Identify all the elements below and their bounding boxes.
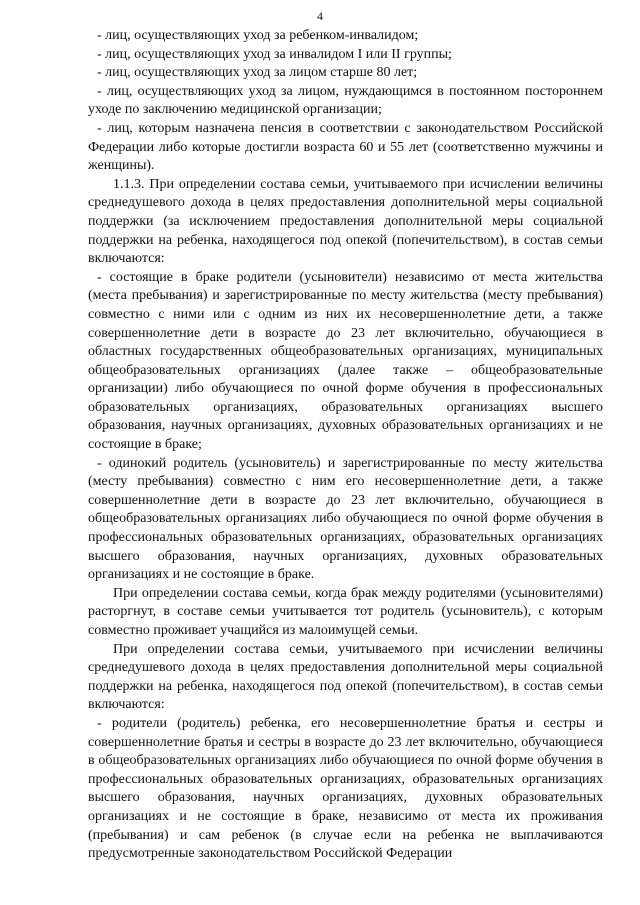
paragraph-guardianship: При определении состава семьи, учитываемого при исчислении величины среднедушевого дохода в целях предоставления дополнительной меры социальной поддержки на ребенка, находящегося под опекой (попечительством), в состав семьи включаются:	[88, 641, 603, 713]
list-item-single-parent: - одинокий родитель (усыновитель) и зарегистрированные по месту жительства (месту пребывания) совместно с ним его несовершеннолетние дети, а также совершеннолетние дети в возрасте до 23 лет включительно, обучающиеся в общеобразовательных организациях либо обучающиеся по очной форме обучения в профессиональных образовательных организациях, образовательных организациях высшего образования, научных организациях, духовных образовательных организациях и не состоящие в браке.	[88, 455, 603, 583]
list-item-permanent-care: - лиц, осуществляющих уход за лицом, нуждающимся в постоянном постороннем уходе по заключению медицинской организации;	[88, 83, 603, 118]
list-item-child-disabled-care: - лиц, осуществляющих уход за ребенком-инвалидом;	[97, 28, 419, 43]
list-item-pensioners: - лиц, которым назначена пенсия в соответствии с законодательством Российской Федерации либо которые достигли возраста 60 и 55 лет (соответственно мужчины и женщины).	[88, 120, 603, 174]
clause-1-1-3: 1.1.3. При определении состава семьи, учитываемого при исчислении величины среднедушевого дохода в целях предоставления дополнительной меры социальной поддержки (за исключением предоставления дополнительной меры социальной поддержки на ребенка, находящегося под опекой (попечительством), в состав семьи включаются:	[88, 176, 603, 267]
list-item-disabled-group-care: - лиц, осуществляющих уход за инвалидом I или II группы;	[97, 46, 452, 62]
list-item-married-parents: - состоящие в браке родители (усыновители) независимо от места жительства (места пребывания) и зарегистрированные по месту жительства (месту пребывания) совместно с ними или с одним из них их несовершеннолетние дети, а также совершеннолетние дети в возрасте до 23 лет включительно, обучающиеся в областных государственных общеобразовательных организациях, муниципальных общеобразовательных организациях (далее также – общеобразовательные организации) либо обучающиеся по очной форме обучения в профессиональных образовательных организациях, образовательных организациях высшего образования, научных организациях, духовных образовательных организациях и не состоящие в браке;	[88, 269, 603, 453]
body-text	[88, 27, 603, 864]
page-number: 4	[317, 9, 323, 23]
list-item-child-relatives: - родители (родитель) ребенка, его несовершеннолетние братья и сестры и совершеннолетние братья и сестры в возрасте до 23 лет включительно, обучающиеся в общеобразовательных организациях либо обучающиеся по очной форме обучения в профессиональных образовательных организациях, образовательных организациях высшего образования, научных организациях, духовных образовательных организациях и не состоящие в браке, независимо от места их проживания (пребывания) и сам ребенок (в случае если на ребенка не выплачиваются предусмотренные законодательством Российской Федерации	[88, 715, 603, 862]
paragraph-divorce: При определении состава семьи, когда брак между родителями (усыновителями) расторгнут, в составе семьи учитывается тот родитель (усыновитель), с которым совместно проживает учащийся из малоимущей семьи.	[88, 585, 603, 638]
list-item-elderly-care: - лиц, осуществляющих уход за лицом старше 80 лет;	[97, 65, 418, 81]
